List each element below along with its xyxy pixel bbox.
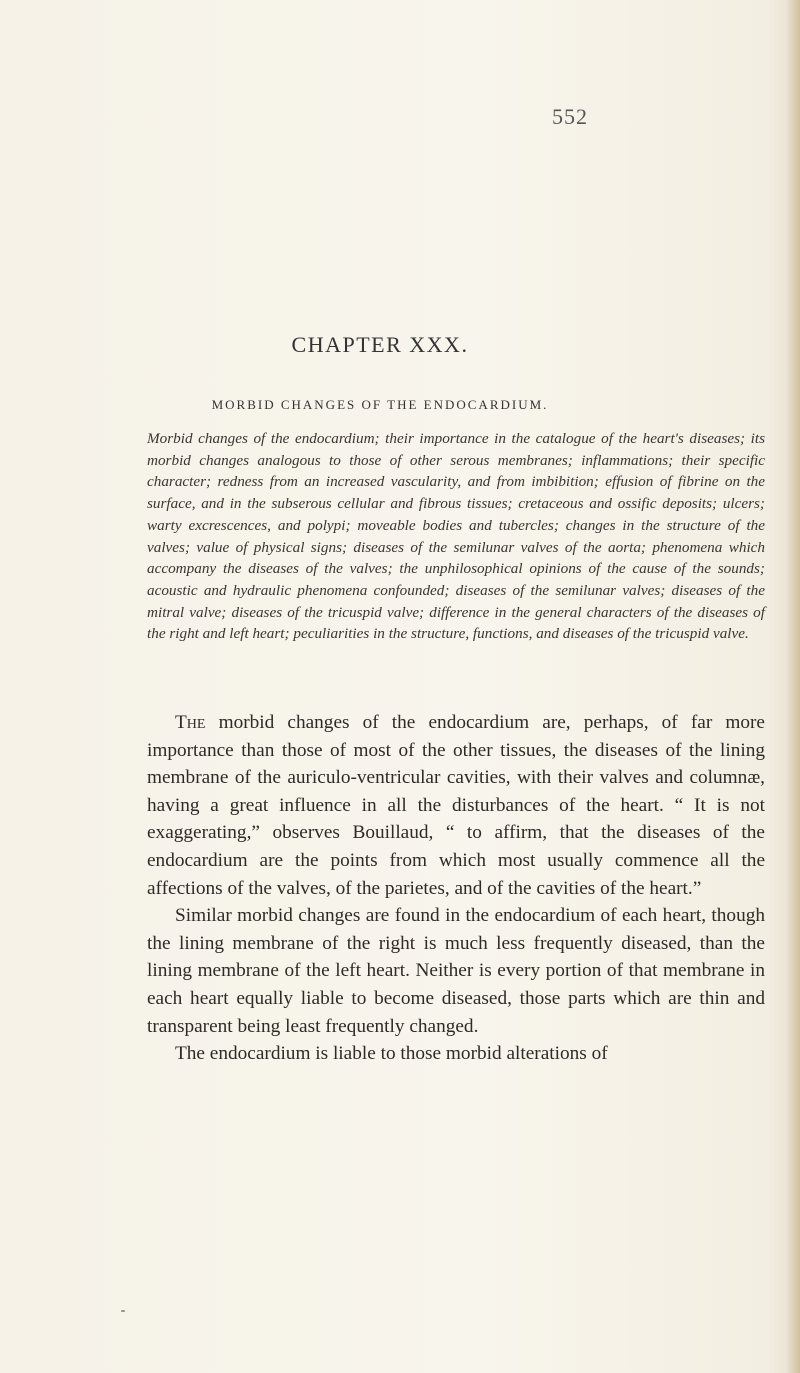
paragraph-lead-word: The — [175, 712, 206, 733]
page-number: 552 — [552, 104, 588, 129]
chapter-title: CHAPTER XXX. — [291, 332, 469, 357]
paragraph-text: The endocardium is liable to those morbid alterations of — [175, 1043, 608, 1065]
paper-speck — [121, 1310, 125, 1312]
paragraph-text: morbid changes of the endocardium are, perhaps, of far more importance than those of most of the other tissues, the diseases of the lining membrane of the auriculo-ventricular cavities, with their valves and columnæ, having a great influence in all the disturbances of the heart. “ It is not exaggerating,” observes Bouillaud, “ to affirm, that the diseases of the endocardium are the points from which most usually commence all the affections of the valves, of the parietes, and of the cavities of the heart.” — [147, 712, 765, 899]
body-paragraph — [147, 709, 765, 902]
chapter-subtitle: MORBID CHANGES OF THE ENDOCARDIUM. — [211, 397, 549, 412]
body-paragraph — [147, 902, 765, 1040]
body-text — [147, 709, 765, 1068]
body-paragraph — [147, 1040, 765, 1068]
paragraph-text: Similar morbid changes are found in the endocardium of each heart, though the lining membrane of the right is much less frequently diseased, than the lining membrane of the left heart. Neither is every portion of that membrane in each heart equally liable to become diseased, those parts which are thin and transparent being least frequently changed. — [147, 905, 765, 1037]
page-edge-shadow — [786, 0, 800, 1373]
chapter-synopsis: Morbid changes of the endocardium; their importance in the catalogue of the heart's diseases; its morbid changes analogous to those of other serous membranes; inflammations; their specific character; redness from an increased vascularity, and from imbibition; effusion of fibrine on the surface, and in the subserous cellular and fibrous tissues; cretaceous and ossific deposits; ulcers; warty excrescences, and polypi; moveable bodies and tubercles; changes in the structure of the valves; value of physical signs; diseases of the semilunar valves of the aorta; phenomena which accompany the diseases of the valves; the unphilosophical opinions of the cause of the sounds; acoustic and hydraulic phenomena confounded; diseases of the semilunar valves; diseases of the mitral valve; diseases of the tricuspid valve; difference in the general characters of the diseases of the right and left heart; peculiarities in the structure, functions, and diseases of the tricuspid valve. — [147, 430, 765, 643]
